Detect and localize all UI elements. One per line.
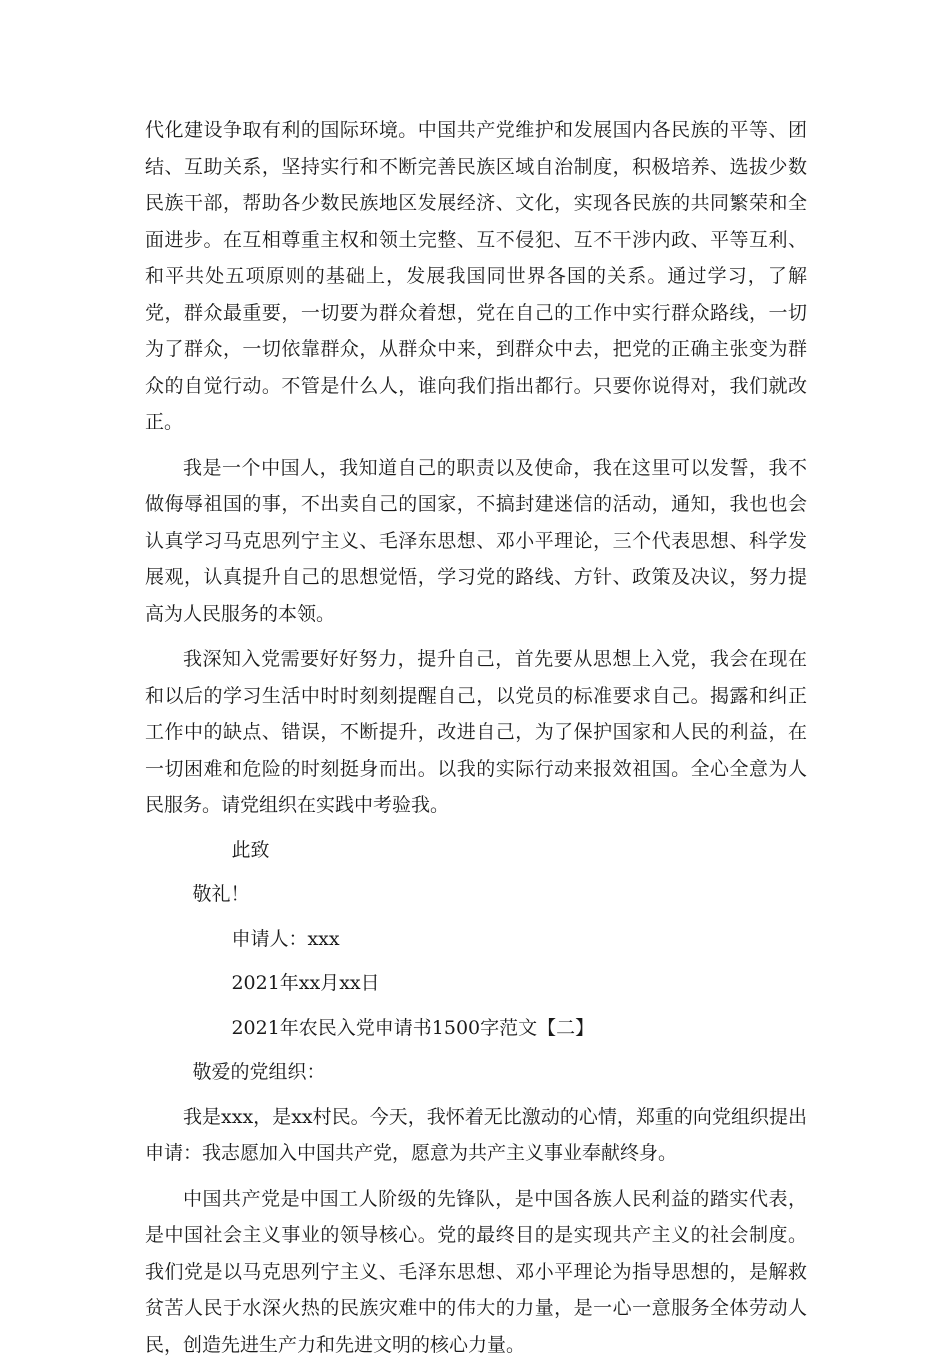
- section-title: 2021年农民入党申请书1500字范文【二】: [145, 1010, 807, 1047]
- closing-line-2: 敬礼！: [145, 876, 807, 913]
- applicant-signature: 申请人：xxx: [145, 921, 807, 958]
- paragraph-1: 代化建设争取有利的国际环境。中国共产党维护和发展国内各民族的平等、团结、互助关系，坚持实行和不断完善民族区域自治制度，积极培养、选拔少数民族干部，帮助各少数民族地区发展经济、文化，实现各民族的共同繁荣和全面进步。在互相尊重主权和领土完整、互不侵犯、互不干涉内政、平等互利、和平共处五项原则的基础上，发展我国同世界各国的关系。通过学习，了解党，群众最重要，一切要为群众着想，党在自己的工作中实行群众路线，一切为了群众，一切依靠群众，从群众中来，到群众中去，把党的正确主张变为群众的自觉行动。不管是什么人，谁向我们指出都行。只要你说得对，我们就改正。: [145, 112, 807, 441]
- paragraph-2: 我是一个中国人，我知道自己的职责以及使命，我在这里可以发誓，我不做侮辱祖国的事，不出卖自己的国家，不搞封建迷信的活动，通知，我也也会认真学习马克思列宁主义、毛泽东思想、邓小平理论，三个代表思想、科学发展观，认真提升自己的思想觉悟，学习党的路线、方针、政策及决议，努力提高为人民服务的本领。: [145, 450, 807, 633]
- paragraph-4: 我是xxx，是xx村民。今天，我怀着无比激动的心情，郑重的向党组织提出申请：我志愿加入中国共产党，愿意为共产主义事业奉献终身。: [145, 1099, 807, 1172]
- closing-line-1: 此致: [145, 832, 807, 869]
- salutation: 敬爱的党组织：: [145, 1054, 807, 1091]
- paragraph-3: 我深知入党需要好好努力，提升自己，首先要从思想上入党，我会在现在和以后的学习生活中时时刻刻提醒自己，以党员的标准要求自己。揭露和纠正工作中的缺点、错误，不断提升，改进自己，为了保护国家和人民的利益，在一切困难和危险的时刻挺身而出。以我的实际行动来报效祖国。全心全意为人民服务。请党组织在实践中考验我。: [145, 641, 807, 824]
- paragraph-5: 中国共产党是中国工人阶级的先锋队，是中国各族人民利益的踏实代表，是中国社会主义事业的领导核心。党的最终目的是实现共产主义的社会制度。我们党是以马克思列宁主义、毛泽东思想、邓小平理论为指导思想的，是解救贫苦人民于水深火热的民族灾难中的伟大的力量，是一心一意服务全体劳动人民，创造先进生产力和先进文明的核心力量。: [145, 1181, 807, 1363]
- document-page: [145, 112, 807, 1363]
- application-date: 2021年xx月xx日: [145, 965, 807, 1002]
